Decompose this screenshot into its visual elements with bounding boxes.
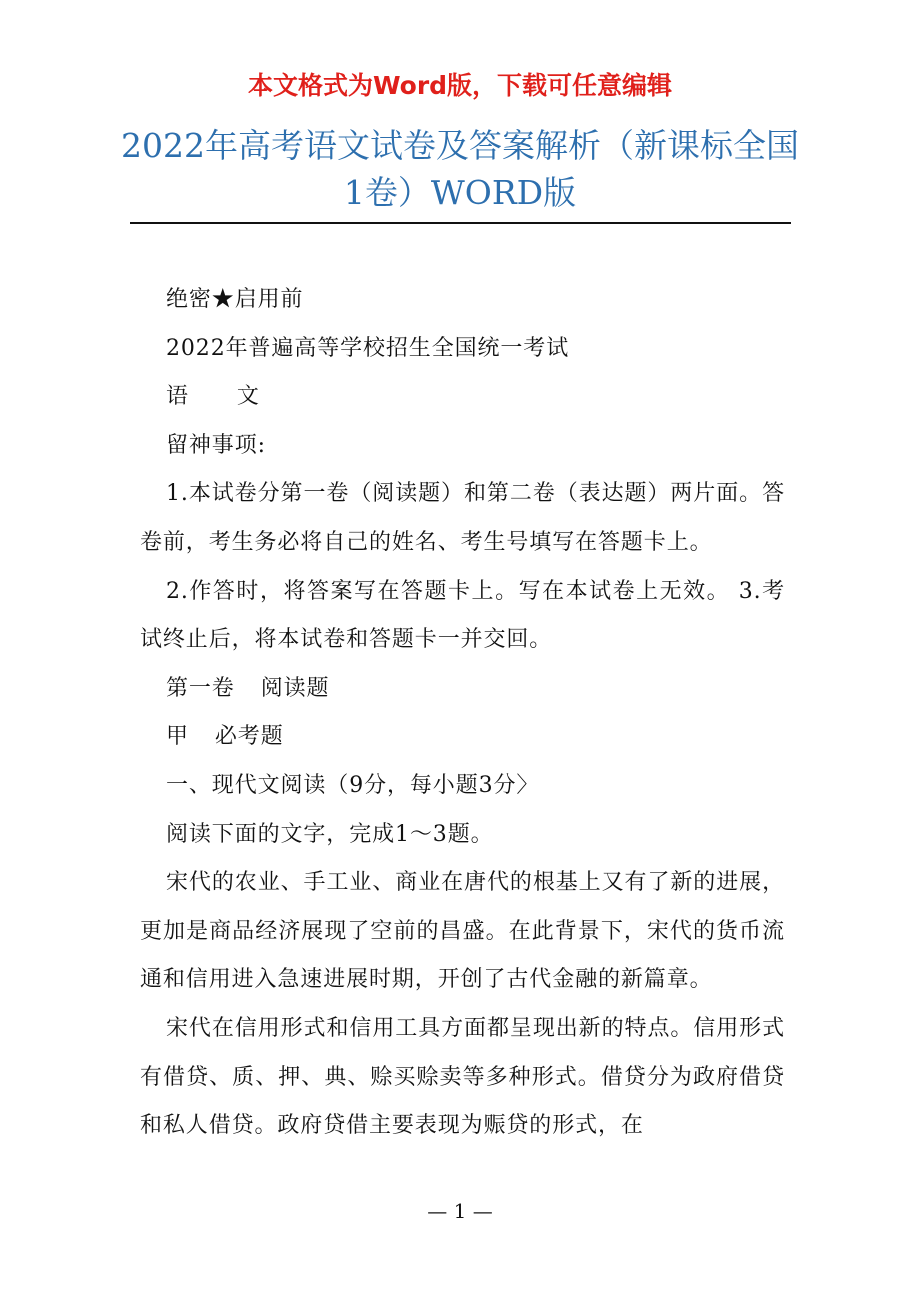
note-1: 1.本试卷分第一卷（阅读题）和第二卷（表达题）两片面。答卷前，考生务必将自己的姓名、考生号填写在答题卡上。: [140, 481, 785, 555]
part-heading: 一、现代文阅读（9分，每小题3分〉: [166, 772, 540, 798]
confidential-marker: 绝密★启用前: [166, 287, 304, 312]
section-title: 必考题: [214, 724, 284, 750]
note-2: 2.作答时，将答案写在答题卡上。写在本试卷上无效。 3.考试终止后，将本试卷和答题卡一并交回。: [140, 578, 785, 653]
page-number: — 1 —: [427, 1199, 493, 1223]
download-notice-banner: [0, 68, 920, 104]
passage-paragraph-2: 宋代在信用形式和信用工具方面都呈现出新的特点。信用形式有借贷、质、押、典、赊买赊卖等多种形式。借贷分为政府借贷和私人借贷。政府贷借主要表现为赈贷的形式，在: [140, 1015, 785, 1139]
section-heading: [140, 713, 785, 762]
notes-heading: 留神事项:: [166, 432, 266, 458]
section-label: 甲: [166, 724, 189, 750]
document-body: [140, 276, 785, 1151]
subject-char-2: 文: [236, 384, 260, 410]
passage-paragraph-1: 宋代的农业、手工业、商业在唐代的根基上又有了新的进展，更加是商品经济展现了空前的昌盛。在此背景下，宋代的货币流通和信用进入急速进展时期，开创了古代金融的新篇章。: [140, 870, 785, 993]
title-divider: [130, 222, 791, 224]
volume-title: 阅读题: [260, 675, 330, 701]
volume-heading: [140, 665, 785, 714]
volume-label: 第一卷: [166, 675, 235, 701]
reading-instruction: 阅读下面的文字，完成1～3题。: [166, 821, 494, 847]
subject-char-1: 语: [166, 384, 189, 410]
exam-name: 2022年普遍高等学校招生全国统一考试: [166, 335, 570, 361]
subject-line: [140, 373, 785, 422]
download-notice-text: 本文格式为Word版，下载可任意编辑: [247, 71, 673, 100]
document-title: 2022年高考语文试卷及答案解析（新课标全国1卷）WORD版: [121, 126, 799, 212]
